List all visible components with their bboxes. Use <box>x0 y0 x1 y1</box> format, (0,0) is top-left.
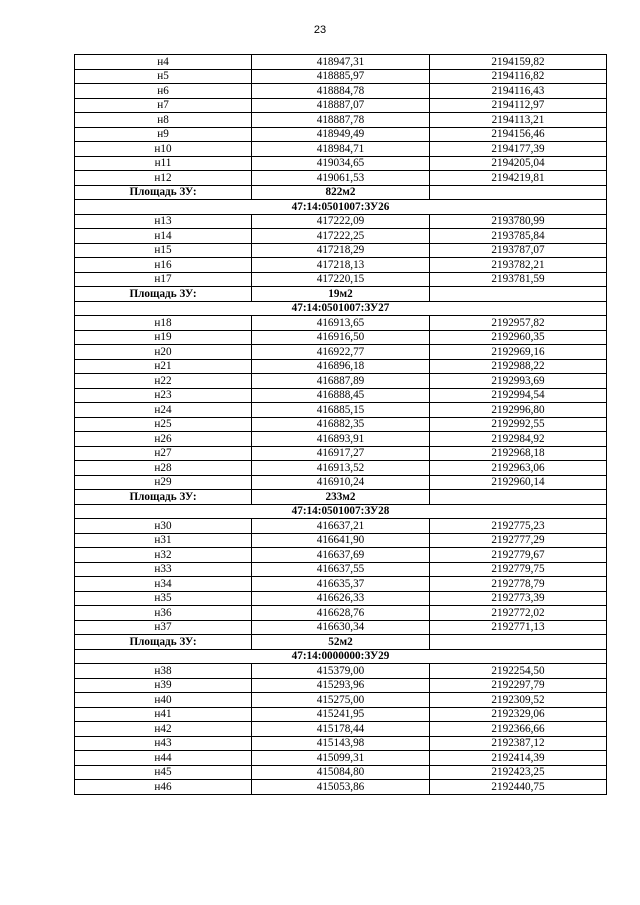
x-coordinate-cell: 417222,09 <box>252 214 430 229</box>
table-row <box>75 171 607 186</box>
x-coordinate-cell: 415099,31 <box>252 751 430 766</box>
y-coordinate-cell: 2192969,16 <box>430 345 607 360</box>
y-coordinate-cell: 2192779,67 <box>430 548 607 563</box>
table-row <box>75 577 607 592</box>
table-row <box>75 707 607 722</box>
point-id-cell: н6 <box>75 84 252 99</box>
x-coordinate-cell: 416626,33 <box>252 591 430 606</box>
point-id-cell: н37 <box>75 620 252 635</box>
area-empty-cell <box>430 185 607 200</box>
x-coordinate-cell: 418887,07 <box>252 98 430 113</box>
table-row <box>75 127 607 142</box>
page-number: 23 <box>313 24 327 36</box>
y-coordinate-cell: 2192988,22 <box>430 359 607 374</box>
point-id-cell: н34 <box>75 577 252 592</box>
table-row <box>75 258 607 273</box>
table-row <box>75 461 607 476</box>
y-coordinate-cell: 2192992,55 <box>430 417 607 432</box>
table-row <box>75 214 607 229</box>
parcel-title-cell: 47:14:0501007:ЗУ26 <box>75 200 607 215</box>
y-coordinate-cell: 2192366,66 <box>430 722 607 737</box>
table-row <box>75 591 607 606</box>
area-row <box>75 287 607 302</box>
x-coordinate-cell: 416637,21 <box>252 519 430 534</box>
point-id-cell: н29 <box>75 475 252 490</box>
y-coordinate-cell: 2192772,02 <box>430 606 607 621</box>
table-row <box>75 113 607 128</box>
coordinates-table <box>74 54 607 795</box>
x-coordinate-cell: 416628,76 <box>252 606 430 621</box>
x-coordinate-cell: 418885,97 <box>252 69 430 84</box>
y-coordinate-cell: 2192968,18 <box>430 446 607 461</box>
table-row <box>75 736 607 751</box>
y-coordinate-cell: 2192984,92 <box>430 432 607 447</box>
point-id-cell: н46 <box>75 780 252 795</box>
x-coordinate-cell: 417218,13 <box>252 258 430 273</box>
table-row <box>75 765 607 780</box>
table-row <box>75 432 607 447</box>
x-coordinate-cell: 416910,24 <box>252 475 430 490</box>
y-coordinate-cell: 2194112,97 <box>430 98 607 113</box>
area-empty-cell <box>430 490 607 505</box>
point-id-cell: н25 <box>75 417 252 432</box>
parcel-header-row <box>75 200 607 215</box>
table-row <box>75 606 607 621</box>
x-coordinate-cell: 416637,69 <box>252 548 430 563</box>
point-id-cell: н35 <box>75 591 252 606</box>
y-coordinate-cell: 2192423,25 <box>430 765 607 780</box>
table-row <box>75 533 607 548</box>
coordinates-table-body <box>75 55 607 795</box>
x-coordinate-cell: 418984,71 <box>252 142 430 157</box>
point-id-cell: н13 <box>75 214 252 229</box>
y-coordinate-cell: 2194116,43 <box>430 84 607 99</box>
point-id-cell: н10 <box>75 142 252 157</box>
parcel-title-cell: 47:14:0501007:ЗУ27 <box>75 301 607 316</box>
table-row <box>75 751 607 766</box>
point-id-cell: н11 <box>75 156 252 171</box>
parcel-header-row <box>75 301 607 316</box>
x-coordinate-cell: 416916,50 <box>252 330 430 345</box>
area-value-cell: 822м2 <box>252 185 430 200</box>
table-row <box>75 330 607 345</box>
x-coordinate-cell: 416635,37 <box>252 577 430 592</box>
point-id-cell: н5 <box>75 69 252 84</box>
point-id-cell: н41 <box>75 707 252 722</box>
table-row <box>75 388 607 403</box>
point-id-cell: н17 <box>75 272 252 287</box>
x-coordinate-cell: 415379,00 <box>252 664 430 679</box>
x-coordinate-cell: 416885,15 <box>252 403 430 418</box>
y-coordinate-cell: 2193782,21 <box>430 258 607 273</box>
area-empty-cell <box>430 287 607 302</box>
x-coordinate-cell: 416896,18 <box>252 359 430 374</box>
y-coordinate-cell: 2194205,04 <box>430 156 607 171</box>
point-id-cell: н27 <box>75 446 252 461</box>
y-coordinate-cell: 2192771,13 <box>430 620 607 635</box>
point-id-cell: н14 <box>75 229 252 244</box>
point-id-cell: н40 <box>75 693 252 708</box>
x-coordinate-cell: 416917,27 <box>252 446 430 461</box>
table-row <box>75 142 607 157</box>
y-coordinate-cell: 2193785,84 <box>430 229 607 244</box>
area-label-cell: Площадь ЗУ: <box>75 287 252 302</box>
x-coordinate-cell: 415143,98 <box>252 736 430 751</box>
point-id-cell: н20 <box>75 345 252 360</box>
y-coordinate-cell: 2192779,75 <box>430 562 607 577</box>
x-coordinate-cell: 415293,96 <box>252 678 430 693</box>
x-coordinate-cell: 416893,91 <box>252 432 430 447</box>
point-id-cell: н28 <box>75 461 252 476</box>
y-coordinate-cell: 2192778,79 <box>430 577 607 592</box>
table-row <box>75 55 607 70</box>
y-coordinate-cell: 2192773,39 <box>430 591 607 606</box>
point-id-cell: н31 <box>75 533 252 548</box>
y-coordinate-cell: 2194113,21 <box>430 113 607 128</box>
x-coordinate-cell: 416641,90 <box>252 533 430 548</box>
x-coordinate-cell: 416913,65 <box>252 316 430 331</box>
area-value-cell: 52м2 <box>252 635 430 650</box>
table-row <box>75 562 607 577</box>
area-label-cell: Площадь ЗУ: <box>75 635 252 650</box>
x-coordinate-cell: 418947,31 <box>252 55 430 70</box>
table-row <box>75 229 607 244</box>
point-id-cell: н24 <box>75 403 252 418</box>
table-row <box>75 69 607 84</box>
table-row <box>75 780 607 795</box>
x-coordinate-cell: 417220,15 <box>252 272 430 287</box>
table-row <box>75 548 607 563</box>
x-coordinate-cell: 416922,77 <box>252 345 430 360</box>
area-label-cell: Площадь ЗУ: <box>75 185 252 200</box>
y-coordinate-cell: 2192775,23 <box>430 519 607 534</box>
point-id-cell: н21 <box>75 359 252 374</box>
x-coordinate-cell: 419061,53 <box>252 171 430 186</box>
point-id-cell: н15 <box>75 243 252 258</box>
y-coordinate-cell: 2194159,82 <box>430 55 607 70</box>
x-coordinate-cell: 417222,25 <box>252 229 430 244</box>
table-row <box>75 620 607 635</box>
point-id-cell: н36 <box>75 606 252 621</box>
table-row <box>75 156 607 171</box>
x-coordinate-cell: 418949,49 <box>252 127 430 142</box>
y-coordinate-cell: 2192440,75 <box>430 780 607 795</box>
area-row <box>75 185 607 200</box>
table-row <box>75 446 607 461</box>
x-coordinate-cell: 415275,00 <box>252 693 430 708</box>
y-coordinate-cell: 2192994,54 <box>430 388 607 403</box>
y-coordinate-cell: 2192387,12 <box>430 736 607 751</box>
table-row <box>75 359 607 374</box>
area-label-cell: Площадь ЗУ: <box>75 490 252 505</box>
point-id-cell: н38 <box>75 664 252 679</box>
point-id-cell: н45 <box>75 765 252 780</box>
y-coordinate-cell: 2192960,14 <box>430 475 607 490</box>
x-coordinate-cell: 416630,34 <box>252 620 430 635</box>
area-value-cell: 233м2 <box>252 490 430 505</box>
y-coordinate-cell: 2193781,59 <box>430 272 607 287</box>
y-coordinate-cell: 2192254,50 <box>430 664 607 679</box>
x-coordinate-cell: 415053,86 <box>252 780 430 795</box>
y-coordinate-cell: 2192329,06 <box>430 707 607 722</box>
point-id-cell: н18 <box>75 316 252 331</box>
area-row <box>75 635 607 650</box>
point-id-cell: н22 <box>75 374 252 389</box>
x-coordinate-cell: 415241,95 <box>252 707 430 722</box>
y-coordinate-cell: 2192963,06 <box>430 461 607 476</box>
y-coordinate-cell: 2192960,35 <box>430 330 607 345</box>
table-row <box>75 722 607 737</box>
area-row <box>75 490 607 505</box>
point-id-cell: н12 <box>75 171 252 186</box>
table-row <box>75 519 607 534</box>
x-coordinate-cell: 416887,89 <box>252 374 430 389</box>
table-row <box>75 374 607 389</box>
y-coordinate-cell: 2192993,69 <box>430 374 607 389</box>
table-row <box>75 243 607 258</box>
point-id-cell: н44 <box>75 751 252 766</box>
x-coordinate-cell: 416888,45 <box>252 388 430 403</box>
x-coordinate-cell: 416882,35 <box>252 417 430 432</box>
point-id-cell: н39 <box>75 678 252 693</box>
point-id-cell: н42 <box>75 722 252 737</box>
x-coordinate-cell: 416913,52 <box>252 461 430 476</box>
table-row <box>75 475 607 490</box>
y-coordinate-cell: 2192414,39 <box>430 751 607 766</box>
table-row <box>75 693 607 708</box>
y-coordinate-cell: 2192996,80 <box>430 403 607 418</box>
y-coordinate-cell: 2194219,81 <box>430 171 607 186</box>
point-id-cell: н4 <box>75 55 252 70</box>
point-id-cell: н23 <box>75 388 252 403</box>
table-row <box>75 84 607 99</box>
point-id-cell: н43 <box>75 736 252 751</box>
y-coordinate-cell: 2193780,99 <box>430 214 607 229</box>
point-id-cell: н32 <box>75 548 252 563</box>
table-row <box>75 678 607 693</box>
table-row <box>75 345 607 360</box>
table-row <box>75 664 607 679</box>
area-value-cell: 19м2 <box>252 287 430 302</box>
x-coordinate-cell: 419034,65 <box>252 156 430 171</box>
parcel-title-cell: 47:14:0000000:ЗУ29 <box>75 649 607 664</box>
x-coordinate-cell: 417218,29 <box>252 243 430 258</box>
y-coordinate-cell: 2193787,07 <box>430 243 607 258</box>
parcel-header-row <box>75 649 607 664</box>
table-row <box>75 272 607 287</box>
x-coordinate-cell: 418887,78 <box>252 113 430 128</box>
table-row <box>75 316 607 331</box>
table-row <box>75 403 607 418</box>
point-id-cell: н7 <box>75 98 252 113</box>
x-coordinate-cell: 418884,78 <box>252 84 430 99</box>
x-coordinate-cell: 416637,55 <box>252 562 430 577</box>
y-coordinate-cell: 2192297,79 <box>430 678 607 693</box>
point-id-cell: н30 <box>75 519 252 534</box>
x-coordinate-cell: 415178,44 <box>252 722 430 737</box>
area-empty-cell <box>430 635 607 650</box>
y-coordinate-cell: 2192309,52 <box>430 693 607 708</box>
point-id-cell: н19 <box>75 330 252 345</box>
point-id-cell: н33 <box>75 562 252 577</box>
y-coordinate-cell: 2192777,29 <box>430 533 607 548</box>
table-row <box>75 98 607 113</box>
x-coordinate-cell: 415084,80 <box>252 765 430 780</box>
parcel-header-row <box>75 504 607 519</box>
point-id-cell: н8 <box>75 113 252 128</box>
point-id-cell: н26 <box>75 432 252 447</box>
y-coordinate-cell: 2194116,82 <box>430 69 607 84</box>
y-coordinate-cell: 2192957,82 <box>430 316 607 331</box>
parcel-title-cell: 47:14:0501007:ЗУ28 <box>75 504 607 519</box>
point-id-cell: н9 <box>75 127 252 142</box>
y-coordinate-cell: 2194177,39 <box>430 142 607 157</box>
y-coordinate-cell: 2194156,46 <box>430 127 607 142</box>
table-row <box>75 417 607 432</box>
point-id-cell: н16 <box>75 258 252 273</box>
